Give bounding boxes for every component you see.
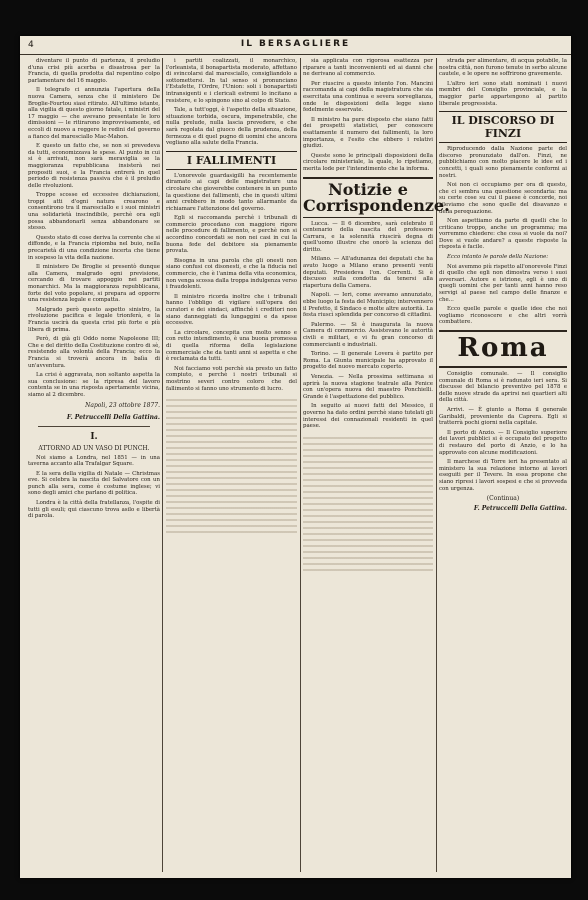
- section-header-roma: Roma: [439, 330, 567, 368]
- paragraph: Non aspettiamo da parte di quelli che lo criticano troppo, anche un programma; ma vorremmo chiedere: che cosa si vuole da noi? Dove si vuole andare? a queste risposte la risposta è facile.: [439, 218, 567, 251]
- section-header: Notizie e Corrispondenze.: [303, 177, 433, 218]
- paragraph: Palermo. — Si è inaugurata la nuova Camera di commercio. Assistevano le autorità civili e militari, e vi fu gran concorso di commercianti e industriali.: [303, 321, 433, 348]
- masthead: [20, 36, 571, 55]
- paragraph: Arrivi. — È giunto a Roma il generale Garibaldi, proveniente da Caprera. Egli si tratterrà pochi giorni nella capitale.: [439, 406, 567, 427]
- paragraph: Il ministro ha pure disposto che siano fatti dei prospetti statistici, per conoscere esattamente il numero dei fallimenti, la loro importanza, e l'esito che ebbero i relativi giudizi.: [303, 116, 433, 150]
- paragraph: Tale, a tutt'oggi, è l'aspetto della situazione, situazione torbida, oscura, impenetrabile, che nulla prelude, nulla lascia prevedere, e che sarà regolata dal giuoco della prudenza, della fermezza e di quel pugno di uomini che ancora vegliano alla salute della Francia.: [166, 107, 297, 147]
- paragraph: Questo stato di cose deriva la corrente che si diffonde, e la Francia ripiomba nel buio, nella precarietà di una condizione incerta che tiene in sospeso la vita della nazione.: [28, 234, 160, 261]
- paragraph: Noi non ci occupiamo per ora di questo, che ci sembra una questione secondaria: ma su certe cose su cui il paese è concorde, noi rileviamo che sono quelle del disavanzo e della perequazione.: [439, 182, 567, 215]
- paragraph: Lucca. — Il 6 dicembre, sarà celebrato il centenario della nascita del professore Carrara, e la solennità riuscirà degna di quell'uomo illustre che onorò la scienza del diritto.: [303, 220, 433, 253]
- paragraph: Venezia. — Nella prossima settimana si aprirà la nuova stagione teatrale alla Fenice con un'opera nuova del maestro Ponchielli. Grande è l'aspettazione del pubblico.: [303, 373, 433, 400]
- paragraph: Ecco intanto le parole della Nazione:: [447, 254, 549, 261]
- section-header: I FALLIMENTI: [166, 151, 297, 170]
- paragraph: Noi facciamo voti perchè sia presto un fatto compiuto, e perchè i nostri tribunali si mostrino severi contro coloro che del fallimento si fanno uno strumento di lucro.: [166, 365, 297, 392]
- paragraph: Torino. — Il generale Lovera è partito per Roma. La Giunta municipale ha approvato il progetto del nuovo mercato coperto.: [303, 351, 433, 371]
- column-1: [28, 58, 160, 872]
- paragraph: La crisi è aggravata, non soltanto aspetta la sua conclusione: se la ripresa del lavoro contenta se in una risposta apertamente vicina, siamo al 2 dicembre.: [28, 372, 160, 398]
- paragraph: Il ministero De Broglie si presentò dunque alla Camera, malgrado ogni previsione, cercando di trovare appoggio nei partiti monarchici. Ma la maggioranza repubblicana, forte del voto popolare, si prepara ad opporre una resistenza legale e compatta.: [28, 264, 160, 304]
- column-3: [303, 58, 450, 872]
- paragraph: Napoli. — Ieri, come avevamo annunziato, ebbe luogo la festa del Municipio; intervennero il Prefetto, il Sindaco e molte altre autorità. La festa riuscì splendida per concorso di cittadini.: [303, 292, 433, 319]
- paragraph: Egli si raccomanda perchè i tribunali di commercio procedano con maggiore rigore nelle procedure di fallimento, e perchè non si accordino concordati se non nei casi in cui la buona fede del debitore sia pienamente provata.: [166, 215, 297, 255]
- paragraph: Consiglio comunale. — Il consiglio comunale di Roma si è radunato ieri sera. Si discusse del bilancio preventivo pel 1878 e delle nuove strade da aprirsi nei quartieri alti della città.: [439, 371, 567, 404]
- paragraph: L'altro ieri sono stati nominati i nuovi membri del Consiglio provinciale, e la maggior parte appartengono al partito liberale progressista.: [439, 80, 567, 107]
- column-2: [166, 58, 297, 872]
- paragraph: Noi siamo a Londra, nel 1851 — in una taverna accanto alla Trafalgar Square.: [28, 454, 160, 468]
- newspaper-title: IL BERSAGLIERE: [240, 39, 351, 49]
- section-header: IL DISCORSO DI FINZI: [439, 111, 567, 143]
- illegible-text-block: [166, 395, 297, 535]
- column-rule: [436, 58, 437, 872]
- illegible-text-block: [303, 433, 433, 573]
- column-rule: [300, 58, 301, 872]
- paragraph: Però, di già gli Oddo nome Napoleone III; Che e del diritto della Costituzione contro di sè, resistendo alla volontà della Francia; ecco la Francia si troverà ancora in balìa di un'avventura.: [28, 336, 160, 369]
- column-rule: [162, 58, 163, 872]
- divider: [38, 426, 150, 427]
- column-4: [439, 58, 567, 872]
- paragraph: Queste sono le principali disposizioni della circolare ministeriale, la quale, lo ripetiamo, merita lode per l'intendimento che la informa.: [303, 152, 433, 172]
- paragraph: Il marchese di Torre ieri ha presentato al ministero la sua relazione intorno ai lavori eseguiti per il Tevere. In essa propone che siano ripresi i lavori sospesi e che si provveda con urgenza.: [439, 459, 567, 492]
- paragraph: Ecco quelle parole e quelle idee che noi vogliamo riconoscere e che altri vorrà combattere.: [439, 306, 567, 326]
- paragraph: Malgrado però questo aspetto sinistro, la rivoluzione pacifica e legale trionferà, e la Francia uscirà da questa crisi più forte e più libera di prima.: [28, 306, 160, 333]
- paragraph: Londra è la città della fratellanza, l'ospite di tutti gli esuli; qui ciascuno trova asilo e libertà di parola.: [28, 500, 160, 520]
- signature: F. Petruccelli Della Gattina.: [473, 505, 567, 513]
- paragraph: La circolare, concepita con molto senno e con retto intendimento, è una buona promessa di quella riforma della legislazione commerciale che da tanti anni si aspetta e che è reclamata da tutti.: [166, 329, 297, 363]
- paragraph: Bisogna in una parola che gli onesti non siano confusi coi disonesti, e che la fiducia nel commercio, che è l'anima della vita economica, non venga scossa dalla troppa indulgenza verso i fraudolenti.: [166, 257, 297, 291]
- paragraph: Il telegrafo ci annunzia l'apertura della nuova Camera, senza che il ministero De Broglie-Fourtou siasi ritirato. All'ultimo istante, alla vigilia di questo giorno fatale, i ministri del 17 maggio — che avevano presentate le loro dimissioni — le ritirarono improvvisamente, ed eccoli di nuovo a reggere le redini del governo a fianco del maresciallo Mac-Mahon.: [28, 87, 160, 140]
- newspaper-page: [20, 36, 571, 878]
- paragraph: Riproducendo dalla Nazione parte del discorso pronunziato dall'on. Finzi, ne pubblichiamo con molto piacere le idee ed i concetti, i quali sono pienamente conformi ai nostri.: [439, 146, 567, 179]
- paragraph: Il porto di Anzio. — Il Consiglio superiore dei lavori pubblici si è occupato del progetto di restauro del porto di Anzio, e lo ha approvato con alcune modificazioni.: [439, 429, 567, 456]
- paragraph: L'onorevole guardasigilli ha recentemente diramato ai capi delle magistrature una circolare che gioverebbe contenere in un punto la questione dei fallimenti, che in questi ultimi anni crebbero in modo tanto allarmante da richiamare l'attenzione del governo.: [166, 172, 297, 212]
- paragraph: sia applicata con rigorosa esattezza per riparare a tanti inconvenienti ed ai danni che ne derivano al commercio.: [303, 58, 433, 78]
- paragraph: diventare il punto di partenza, il preludio d'una crisi più acerba e disastrosa per la Francia, di quella prodotta dal repentino colpo parlamentare del 16 maggio.: [28, 58, 160, 84]
- article-subhead: ATTORNO AD UN VASO DI PUNCH.: [38, 444, 150, 452]
- paragraph: strada per alimentare, di acqua potabile, la nostra città, non furono tenute in serbo alcune cautele, e le opere ne soffrirono gravemente.: [439, 58, 567, 78]
- chapter-number: I.: [90, 431, 98, 442]
- paragraph: Troppe scosse ed eccessive dichiarazioni, troppi atti d'ogni natura crearono e consentirono tra il maresciallo e i suoi ministri una solidarietà inscindibile, perchè ora egli possa abbandonarli senza abbandonare se stesso.: [28, 192, 160, 232]
- paragraph: E questo un fatto che, se non si prevedeva da tutti, economizzava le spese. Al punto in cui si è arrivati, non sarà meraviglia se la maggioranza repubblicana insisterà nei propositi suoi, e la Francia entrerà in quel periodo di resistenza passiva che è il preludio delle rivoluzioni.: [28, 143, 160, 189]
- paragraph: In seguito ai nuovi fatti del Messico, il governo ha dato ordini perchè siano tutelati gli interessi dei connazionali residenti in quel paese.: [303, 403, 433, 430]
- paragraph: Il ministro ricorda inoltre che i tribunali hanno l'obbligo di vigilare sull'opera dei curatori e dei sindaci, affinchè i creditori non siano danneggiati da lungaggini e da spese eccessive.: [166, 293, 297, 327]
- paragraph: Per riuscire a questo intento l'on. Mancini raccomanda ai capi della magistratura che sia esercitata una continua e severa sorveglianza, onde le disposizioni della legge siano fedelmente osservate.: [303, 80, 433, 114]
- paragraph: i partiti coalizzati, il monarchico, l'orleanista, il bonapartista moderato, affettano di svincolarsi dal maresciallo, consigliandolo a sottomettersi. In tal senso si pronunciano l'Estafette, l'Ordre, l'Union: soli i bonapartisti intransigenti e i clericali estremi lo incitano a resistere, e lo spingono sino al colpo di Stato.: [166, 58, 297, 104]
- paragraph: Milano. — All'adunanza dei deputati che ha avuto luogo a Milano erano presenti venti deputati. Presiedeva l'on. Correnti. Si è discusso sulla condotta da tenersi alla riapertura della Camera.: [303, 256, 433, 289]
- paragraph: E la sera della vigilia di Natale — Christmas eve. Si celebra la nascita del Salvatore con un punch alla sera, come è costume inglese; vi sono degli amici che parlano di politica.: [28, 470, 160, 497]
- signature: F. Petruccelli Della Gattina.: [66, 413, 160, 421]
- dateline: Napoli, 23 ottobre 1877.: [85, 401, 160, 409]
- page-number: 4: [28, 40, 34, 50]
- paragraph: Noi avemmo più rispetto all'onorevole Finzi di quello che egli non dimostra verso i suoi avversari. Autore e istrione, egli è uno di quegli uomini che per tanti anni hanno reso servigi al paese nel campo delle finanze e che...: [439, 263, 567, 303]
- continued-note: (Continua): [486, 495, 520, 503]
